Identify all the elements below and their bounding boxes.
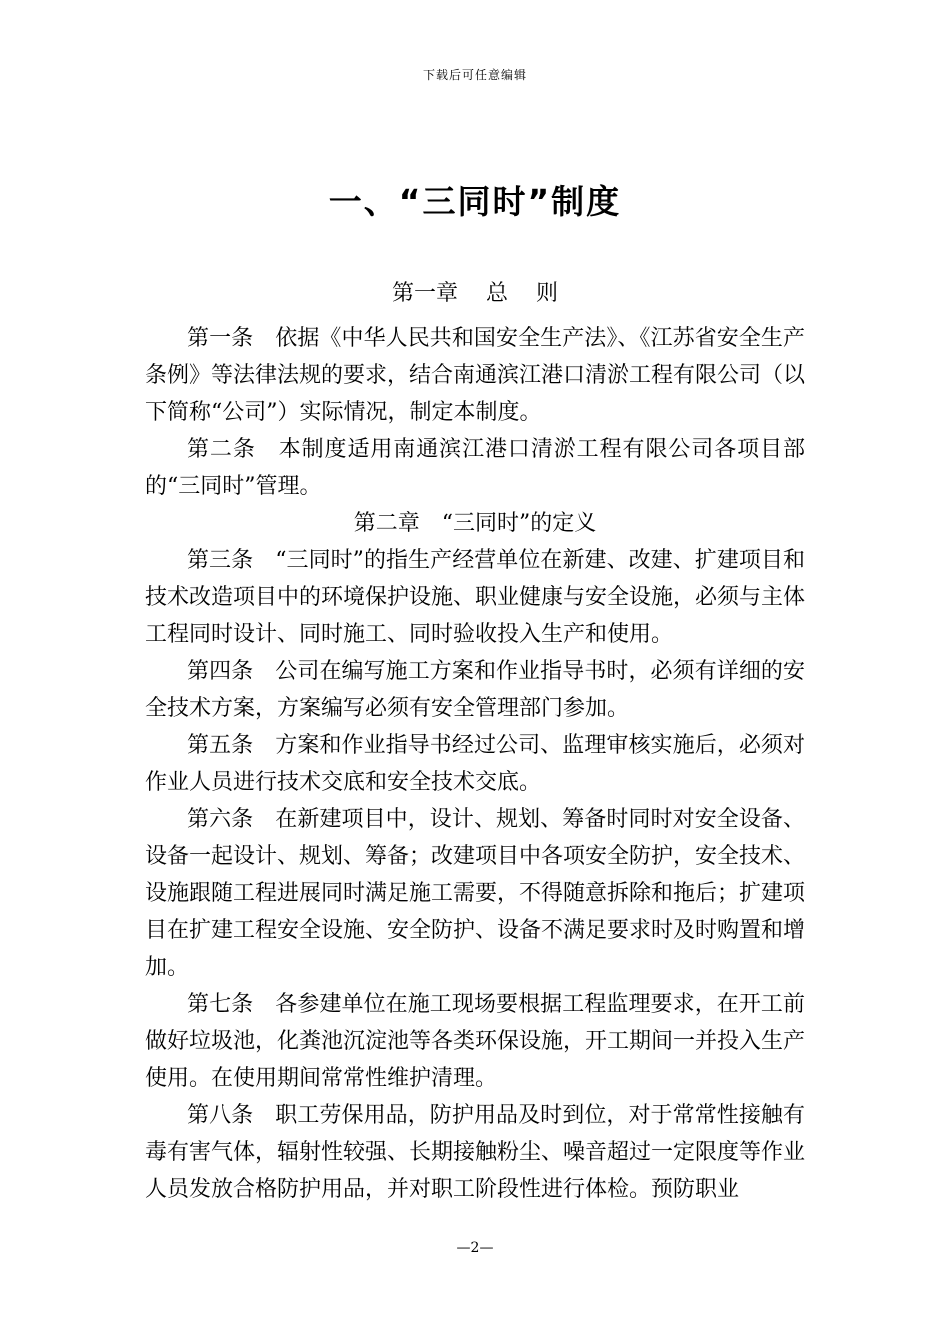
document-title: 一、“三同时”制度 [328, 182, 622, 221]
header-note: 下载后可任意编辑 [422, 68, 527, 82]
article-1: 第一条 依据《中华人民共和国安全生产法》、《江苏省安全生产条例》等法律法规的要求，结合南通滨江港口清淤工程有限公司（以下简称“公司”）实际情况，制定本制度。 [145, 326, 806, 425]
article-8: 第八条 职工劳保用品，防护用品及时到位，对于常常性接触有毒有害气体，辐射性较强、长期接触粉尘、噪音超过一定限度等作业人员发放合格防护用品，并对职工阶段性进行体检。预防职业 [145, 1103, 806, 1202]
chapter-heading-1: 第一章 总 则 [392, 281, 558, 306]
article-6: 第六条 在新建项目中，设计、规划、筹备时同时对安全设备、设备一起设计、规划、筹备；改建项目中各项安全防护，安全技术、设施跟随工程进展同时满足施工需要，不得随意拆除和拖后；扩建项目在扩建工程安全设施、安全防护、设备不满足要求时及时购置和增加。 [145, 807, 806, 980]
article-4: 第四条 公司在编写施工方案和作业指导书时，必须有详细的安全技术方案，方案编写必须有安全管理部门参加。 [145, 659, 805, 721]
article-5: 第五条 方案和作业指导书经过公司、监理审核实施后，必须对作业人员进行技术交底和安全技术交底。 [145, 733, 805, 795]
chapter-heading-2: 第二章 “三同时”的定义 [353, 511, 597, 536]
article-2: 第二条 本制度适用南通滨江港口清淤工程有限公司各项目部的“三同时”管理。 [145, 437, 805, 499]
article-3: 第三条 “三同时”的指生产经营单位在新建、改建、扩建项目和技术改造项目中的环境保护设施、职业健康与安全设施，必须与主体工程同时设计、同时施工、同时验收投入生产和使用。 [145, 548, 806, 647]
document-body [145, 320, 805, 1208]
article-7: 第七条 各参建单位在施工现场要根据工程监理要求，在开工前做好垃圾池，化粪池沉淀池等各类环保设施，开工期间一并投入生产使用。在使用期间常常性维护清理。 [145, 992, 806, 1091]
page-number: —2— [456, 1240, 494, 1256]
